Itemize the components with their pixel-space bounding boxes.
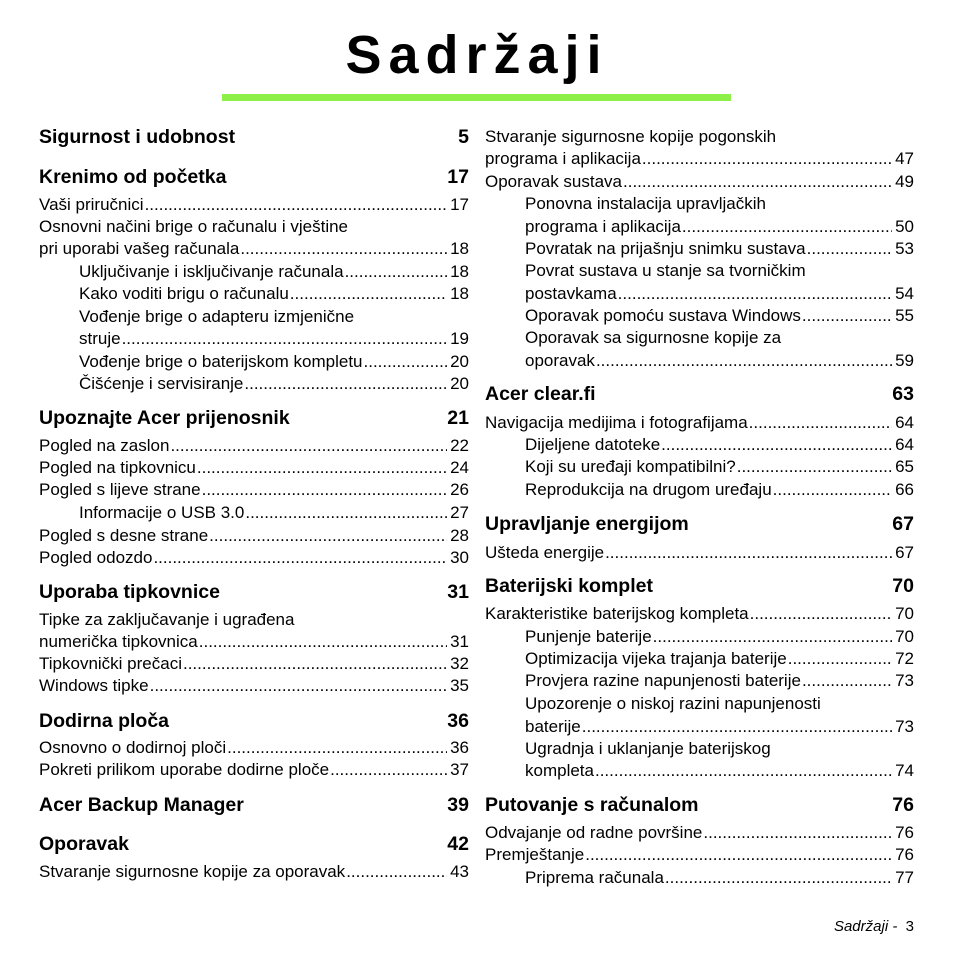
entry-title: Windows tipke	[39, 676, 149, 695]
section-page-number: 42	[447, 833, 469, 855]
dot-leader	[183, 653, 447, 675]
entry-page-number: 65	[895, 457, 914, 476]
toc-entry[interactable]	[39, 547, 469, 569]
entry-page-number: 73	[895, 671, 914, 690]
section-title: Baterijski komplet	[485, 575, 653, 597]
dot-leader	[682, 216, 892, 238]
dot-leader	[802, 670, 892, 692]
entry-title: Navigacija medijima i fotografijama	[485, 413, 748, 432]
section-page-number: 5	[458, 126, 469, 148]
toc-entry[interactable]	[525, 716, 914, 738]
dot-leader	[170, 435, 447, 457]
entry-page-number: 36	[450, 738, 469, 757]
toc-entry[interactable]	[39, 238, 469, 260]
toc-entry[interactable]	[485, 148, 914, 170]
toc-entry[interactable]	[485, 542, 914, 564]
entry-page-number: 49	[895, 172, 914, 191]
entry-page-number: 55	[895, 306, 914, 325]
toc-entry[interactable]	[39, 759, 469, 781]
entry-title: Pogled odozdo	[39, 548, 153, 567]
toc-entry[interactable]	[39, 737, 469, 759]
dot-leader	[364, 351, 448, 373]
dot-leader	[202, 479, 447, 501]
entry-page-number: 18	[450, 262, 469, 281]
section-title: Dodirna ploča	[39, 710, 170, 732]
entry-page-number: 20	[450, 374, 469, 393]
toc-entry-line: Tipke za zaključavanje i ugrađena	[39, 610, 295, 629]
toc-section-heading[interactable]	[485, 793, 914, 817]
toc-entry[interactable]	[485, 822, 914, 844]
dot-leader	[703, 822, 892, 844]
toc-entry[interactable]	[39, 525, 469, 547]
toc-entry[interactable]	[79, 283, 469, 305]
entry-page-number: 73	[895, 717, 914, 736]
section-title: Oporavak	[39, 833, 129, 855]
entry-title: Ušteda energije	[485, 543, 605, 562]
section-page-number: 31	[447, 581, 469, 603]
dot-leader	[618, 283, 892, 305]
dot-leader	[245, 502, 447, 524]
toc-section-heading[interactable]	[485, 382, 914, 406]
entry-title: Dijeljene datoteke	[525, 435, 661, 454]
section-page-number: 21	[447, 407, 469, 429]
toc-entry[interactable]	[525, 283, 914, 305]
toc-entry[interactable]	[525, 760, 914, 782]
dot-leader	[605, 542, 892, 564]
section-title: Uporaba tipkovnice	[39, 581, 220, 603]
toc-entry[interactable]	[485, 171, 914, 193]
entry-page-number: 47	[895, 149, 914, 168]
entry-page-number: 27	[450, 503, 469, 522]
dot-leader	[244, 373, 447, 395]
toc-entry[interactable]	[79, 261, 469, 283]
footer-label: Sadržaji -	[833, 918, 898, 935]
dot-leader	[145, 194, 448, 216]
toc-entry[interactable]	[39, 861, 469, 883]
entry-title: Oporavak pomoću sustava Windows	[525, 306, 801, 325]
toc-section-heading[interactable]	[39, 832, 469, 856]
toc-entry[interactable]	[525, 350, 914, 372]
toc-section-heading[interactable]	[485, 574, 914, 598]
entry-page-number: 76	[895, 845, 914, 864]
entry-title: Informacije o USB 3.0	[79, 503, 245, 522]
toc-entry[interactable]	[525, 626, 914, 648]
dot-leader	[661, 434, 892, 456]
entry-page-number: 37	[450, 760, 469, 779]
section-page-number: 36	[447, 710, 469, 732]
toc-entry[interactable]	[39, 194, 469, 216]
entry-page-number: 18	[450, 284, 469, 303]
toc-entry[interactable]	[79, 502, 469, 524]
entry-title: baterije	[525, 717, 581, 736]
entry-page-number: 50	[895, 217, 914, 236]
toc-entry[interactable]	[525, 238, 914, 260]
dot-leader	[330, 759, 447, 781]
dot-leader	[642, 148, 892, 170]
entry-page-number: 64	[895, 413, 914, 432]
dot-leader	[788, 648, 892, 670]
dot-leader	[773, 479, 892, 501]
entry-title: Pokreti prilikom uporabe dodirne ploče	[39, 760, 330, 779]
entry-page-number: 76	[895, 823, 914, 842]
toc-entry[interactable]	[485, 412, 914, 434]
entry-page-number: 17	[450, 195, 469, 214]
section-title: Sigurnost i udobnost	[39, 126, 236, 148]
entry-page-number: 26	[450, 480, 469, 499]
dot-leader	[582, 716, 892, 738]
dot-leader	[737, 456, 892, 478]
toc-section-heading[interactable]	[39, 580, 469, 604]
section-page-number: 63	[892, 383, 914, 405]
dot-leader	[807, 238, 892, 260]
entry-title: Pogled s desne strane	[39, 526, 209, 545]
entry-title: postavkama	[525, 284, 617, 303]
entry-title: Reprodukcija na drugom uređaju	[525, 480, 772, 499]
dot-leader	[596, 350, 892, 372]
toc-entry[interactable]	[39, 653, 469, 675]
dot-leader	[595, 760, 892, 782]
entry-page-number: 74	[895, 761, 914, 780]
toc-entry[interactable]	[485, 844, 914, 866]
dot-leader	[802, 305, 892, 327]
toc-entry-line: Upozorenje o niskoj razini napunjenosti	[525, 694, 821, 713]
entry-title: numerička tipkovnica	[39, 632, 198, 651]
entry-page-number: 31	[450, 632, 469, 651]
entry-title: Osnovno o dodirnoj ploči	[39, 738, 227, 757]
entry-title: Punjenje baterije	[525, 627, 652, 646]
entry-page-number: 66	[895, 480, 914, 499]
section-page-number: 17	[447, 166, 469, 188]
dot-leader	[750, 603, 892, 625]
toc-entry[interactable]	[79, 328, 469, 350]
toc-entry[interactable]	[39, 675, 469, 697]
entry-page-number: 70	[895, 604, 914, 623]
dot-leader	[209, 525, 447, 547]
toc-entry[interactable]	[79, 373, 469, 395]
toc-entry[interactable]	[525, 456, 914, 478]
entry-page-number: 20	[450, 352, 469, 371]
entry-title: Odvajanje od radne površine	[485, 823, 703, 842]
entry-title: programa i aplikacija	[485, 149, 641, 168]
toc-entry-line: Vođenje brige o adapteru izmjenične	[79, 307, 355, 326]
toc-entry-line: Ugradnja i uklanjanje baterijskog	[525, 739, 771, 758]
entry-page-number: 54	[895, 284, 914, 303]
entry-page-number: 64	[895, 435, 914, 454]
dot-leader	[665, 867, 892, 889]
toc-entry-line: Stvaranje sigurnosne kopije pogonskih	[485, 127, 777, 146]
entry-title: oporavak	[525, 351, 595, 370]
section-title: Putovanje s računalom	[485, 794, 699, 816]
title-underline	[222, 94, 731, 101]
toc-entry[interactable]	[39, 435, 469, 457]
entry-page-number: 30	[450, 548, 469, 567]
section-page-number: 67	[892, 513, 914, 535]
entry-page-number: 19	[450, 329, 469, 348]
entry-title: pri uporabi vašeg računala	[39, 239, 240, 258]
toc-entry[interactable]	[525, 434, 914, 456]
toc-section-heading[interactable]	[485, 512, 914, 536]
entry-page-number: 24	[450, 458, 469, 477]
footer-page-number: 3	[905, 918, 914, 935]
toc-entry-line: Osnovni načini brige o računalu i vještine	[39, 217, 349, 236]
entry-page-number: 67	[895, 543, 914, 562]
entry-page-number: 77	[895, 868, 914, 887]
entry-title: Priprema računala	[525, 868, 664, 887]
entry-page-number: 43	[450, 862, 469, 881]
toc-entry[interactable]	[525, 648, 914, 670]
toc-entry-line: Povrat sustava u stanje sa tvorničkim	[525, 261, 806, 280]
entry-title: programa i aplikacija	[525, 217, 681, 236]
page-title: Sadržaji	[345, 25, 609, 85]
dot-leader	[290, 283, 447, 305]
page-footer	[834, 918, 914, 935]
toc-entry[interactable]	[39, 631, 469, 653]
toc-entry[interactable]	[525, 867, 914, 889]
entry-title: Povratak na prijašnju snimku sustava	[525, 239, 806, 258]
toc-section-heading[interactable]	[39, 165, 469, 189]
entry-page-number: 28	[450, 526, 469, 545]
dot-leader	[122, 328, 448, 350]
dot-leader	[197, 457, 447, 479]
section-page-number: 70	[892, 575, 914, 597]
entry-title: Oporavak sustava	[485, 172, 623, 191]
entry-title: Optimizacija vijeka trajanja baterije	[525, 649, 787, 668]
toc-entry[interactable]	[79, 351, 469, 373]
toc-entry[interactable]	[39, 457, 469, 479]
toc-entry[interactable]	[39, 479, 469, 501]
entry-title: Čišćenje i servisiranje	[79, 374, 244, 393]
section-title: Krenimo od početka	[39, 166, 227, 188]
dot-leader	[345, 261, 448, 283]
dot-leader	[623, 171, 892, 193]
dot-leader	[585, 844, 892, 866]
section-page-number: 39	[447, 794, 469, 816]
toc-entry-line: Oporavak sa sigurnosne kopije za	[525, 328, 782, 347]
section-title: Upravljanje energijom	[485, 513, 689, 535]
section-title: Acer Backup Manager	[39, 794, 244, 816]
section-page-number: 76	[892, 794, 914, 816]
entry-title: Stvaranje sigurnosne kopije za oporavak	[39, 862, 346, 881]
toc-section-heading[interactable]	[39, 125, 469, 149]
entry-title: Karakteristike baterijskog kompleta	[485, 604, 749, 623]
toc-entry[interactable]	[525, 305, 914, 327]
entry-page-number: 35	[450, 676, 469, 695]
dot-leader	[227, 737, 447, 759]
section-title: Acer clear.fi	[485, 383, 596, 405]
dot-leader	[199, 631, 447, 653]
entry-title: Pogled na zaslon	[39, 436, 170, 455]
entry-page-number: 70	[895, 627, 914, 646]
toc-entry[interactable]	[525, 216, 914, 238]
toc-entry-line: Ponovna instalacija upravljačkih	[525, 194, 766, 213]
toc-entry[interactable]	[485, 603, 914, 625]
entry-title: Premještanje	[485, 845, 585, 864]
dot-leader	[346, 861, 447, 883]
dot-leader	[150, 675, 447, 697]
section-title: Upoznajte Acer prijenosnik	[39, 407, 290, 429]
dot-leader	[153, 547, 447, 569]
dot-leader	[749, 412, 892, 434]
toc-entry[interactable]	[525, 670, 914, 692]
entry-page-number: 18	[450, 239, 469, 258]
entry-title: Uključivanje i isključivanje računala	[79, 262, 344, 281]
toc-section-heading[interactable]	[39, 406, 469, 430]
entry-page-number: 53	[895, 239, 914, 258]
entry-title: Pogled s lijeve strane	[39, 480, 201, 499]
entry-title: Provjera razine napunjenosti baterije	[525, 671, 801, 690]
entry-page-number: 59	[895, 351, 914, 370]
entry-page-number: 32	[450, 654, 469, 673]
entry-title: Vođenje brige o baterijskom kompletu	[79, 352, 363, 371]
entry-title: Pogled na tipkovnicu	[39, 458, 196, 477]
toc-entry[interactable]	[525, 479, 914, 501]
entry-title: Tipkovnički prečaci	[39, 654, 182, 673]
entry-title: Vaši priručnici	[39, 195, 144, 214]
entry-title: struje	[79, 329, 121, 348]
entry-title: Koji su uređaji kompatibilni?	[525, 457, 736, 476]
toc-section-heading[interactable]	[39, 793, 469, 817]
entry-title: Kako voditi brigu o računalu	[79, 284, 289, 303]
toc-section-heading[interactable]	[39, 709, 469, 733]
dot-leader	[240, 238, 447, 260]
entry-title: kompleta	[525, 761, 594, 780]
entry-page-number: 22	[450, 436, 469, 455]
entry-page-number: 72	[895, 649, 914, 668]
dot-leader	[653, 626, 892, 648]
